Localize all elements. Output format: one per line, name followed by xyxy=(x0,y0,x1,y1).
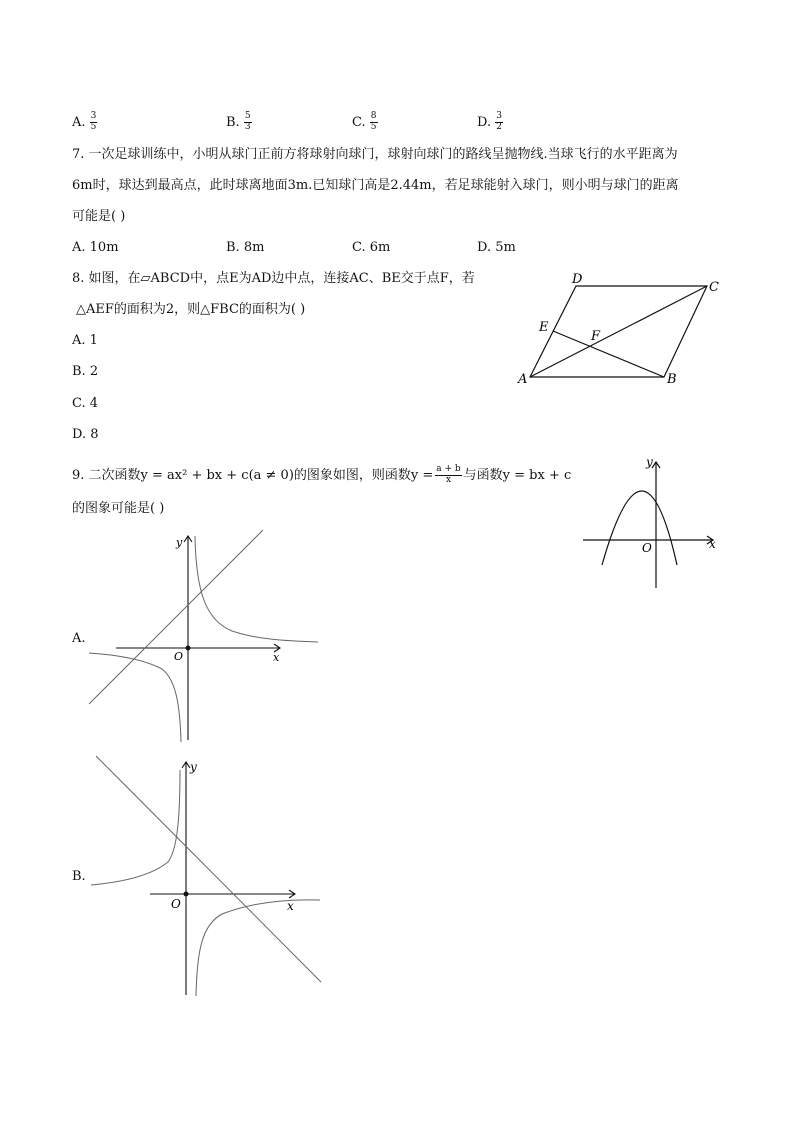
q8-option-d: D. 8 xyxy=(72,427,99,442)
origin-label: O xyxy=(642,541,652,555)
origin-label: O xyxy=(174,650,184,663)
q7-text-line2: 6m时，球达到最高点，此时球离地面3m.已知球门高是2.44m，若足球能射入球门，则小明与球门的距离 xyxy=(72,178,679,193)
x-axis-label: x xyxy=(273,651,280,664)
label-f: F xyxy=(591,329,601,344)
label-c: C xyxy=(709,280,719,295)
q7-option-a: A. 10m xyxy=(72,240,119,255)
origin-dot xyxy=(184,892,189,897)
q6-option-a: A. $\frac{3}{5}$ xyxy=(72,111,97,132)
q9-frac-denominator: x xyxy=(445,474,452,485)
q9-option-a-label: A. xyxy=(72,631,86,646)
y-axis-label: y xyxy=(190,760,197,774)
q8-text-line1: 8. 如图，在▱ABCD中，点E为AD边中点，连接AC、BE交于点F，若 xyxy=(72,271,475,286)
label-a: A xyxy=(518,372,528,387)
q7-text-line1: 7. 一次足球训练中，小明从球门正前方将球射向球门，球射向球门的路线呈抛物线.当球飞行的水平距离为 xyxy=(72,147,678,162)
q9-text-part1: 9. 二次函数y = ax² + bx + c(a ≠ 0)的图象如图，则函数y = xyxy=(72,467,434,483)
label-b: B xyxy=(667,372,677,387)
q9-frac-numerator: a + b xyxy=(436,464,461,474)
hyperbola-branch-2 xyxy=(196,900,320,996)
q7-text-line3: 可能是( ) xyxy=(72,209,126,224)
q8-option-c: C. 4 xyxy=(72,396,99,411)
y-axis-label: y xyxy=(646,455,653,469)
q6-option-d: D. $\frac{3}{2}$ xyxy=(477,111,502,132)
q8-option-a: A. 1 xyxy=(72,333,98,348)
q9-text-part2: 与函数y = bx + c xyxy=(463,467,572,483)
q9-option-b-label: B. xyxy=(72,869,86,884)
q8-option-b: B. 2 xyxy=(72,364,99,379)
q6-option-c: C. $\frac{8}{5}$ xyxy=(352,111,377,132)
x-axis-label: x xyxy=(287,899,294,913)
q6-option-b: B. $\frac{5}{3}$ xyxy=(226,111,251,132)
origin-label: O xyxy=(171,897,181,911)
line-graph xyxy=(96,756,321,982)
label-d: D xyxy=(572,272,583,287)
q7-option-b: B. 8m xyxy=(226,240,265,255)
q9-text-line2: 的图象可能是( ) xyxy=(72,501,165,516)
q8-text-line2: △AEF的面积为2，则△FBC的面积为( ) xyxy=(76,302,306,317)
label-e: E xyxy=(539,320,549,335)
y-axis-label: y xyxy=(176,536,183,549)
q7-option-c: C. 6m xyxy=(352,240,391,255)
x-axis-label: x xyxy=(709,537,716,551)
q7-option-d: D. 5m xyxy=(477,240,516,255)
